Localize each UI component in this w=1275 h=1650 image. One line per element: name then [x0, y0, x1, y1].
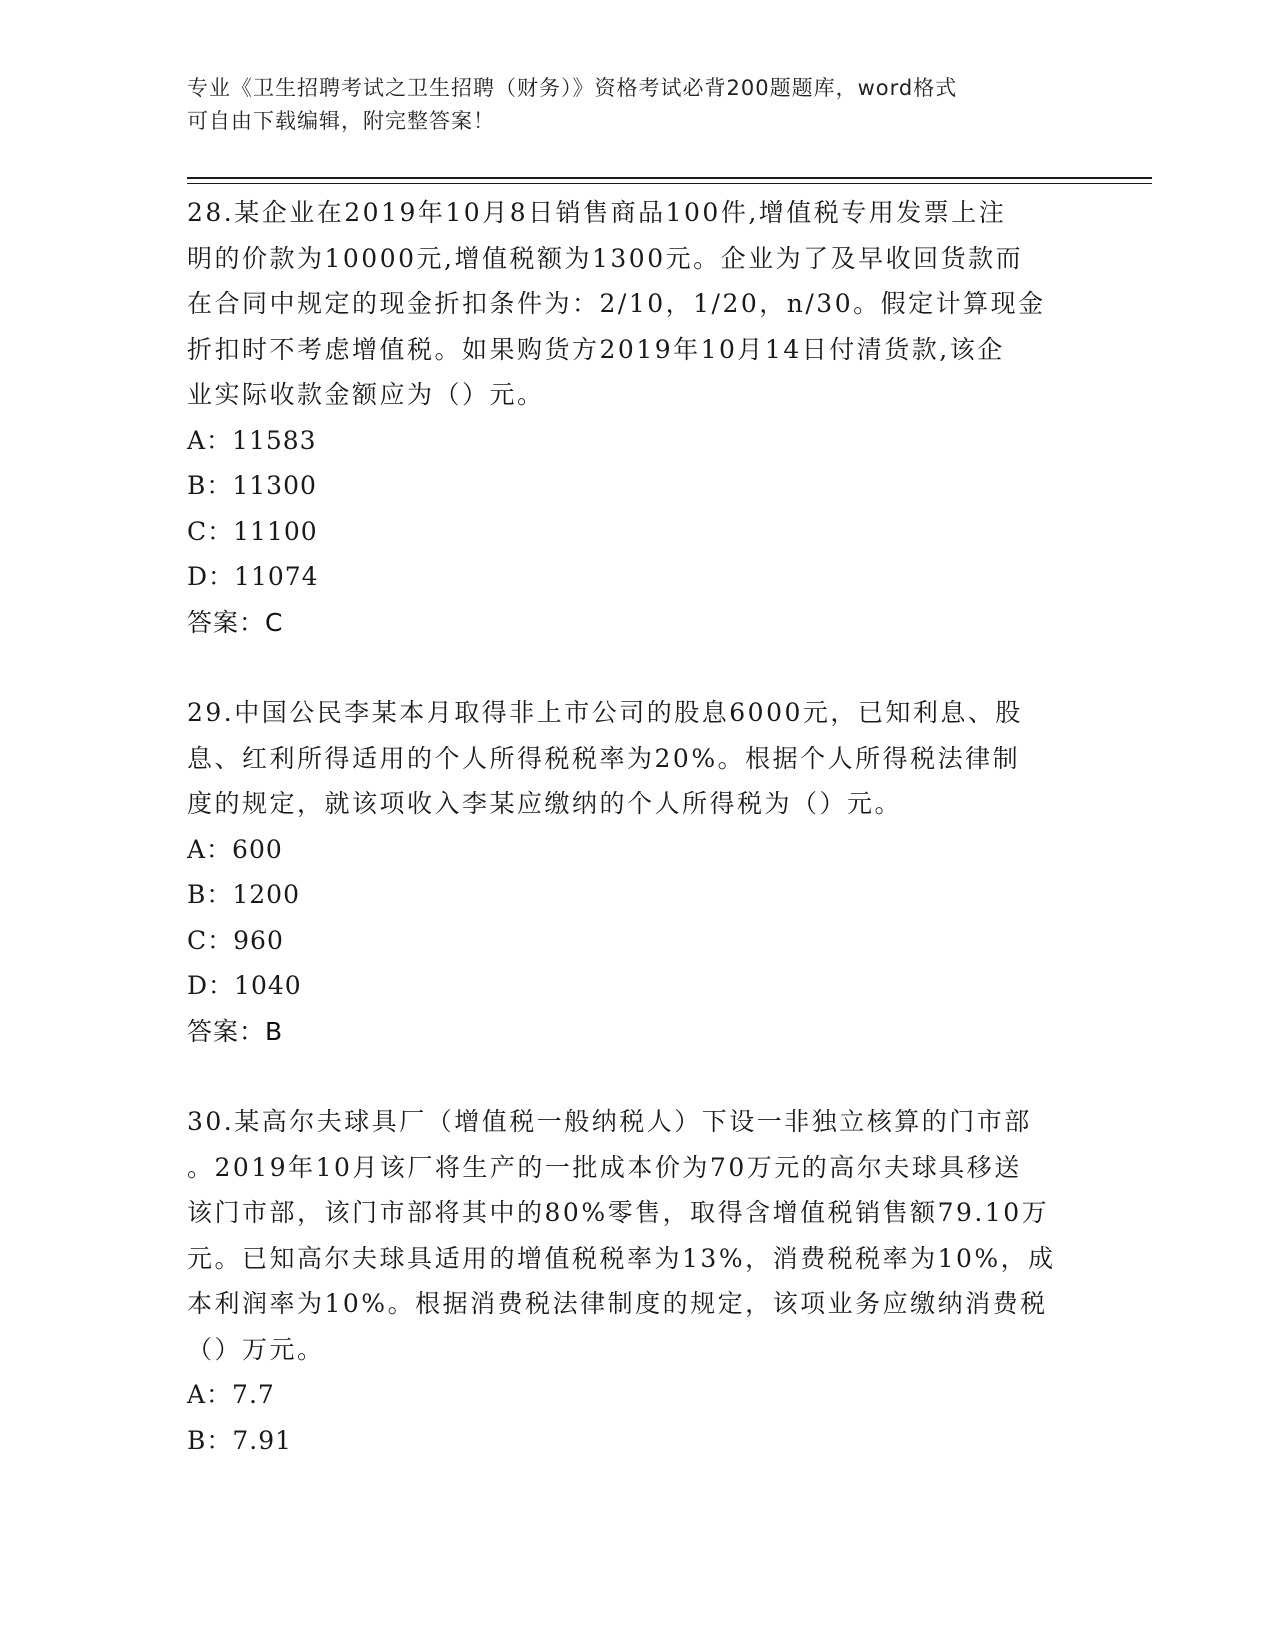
- header-divider-thin: [187, 183, 1152, 184]
- question-30-text-line: （）万元。: [187, 1334, 325, 1364]
- question-list: [187, 190, 1087, 1463]
- question-spacer: [187, 645, 1087, 690]
- question-29-option-b: B：1200: [187, 880, 300, 909]
- question-28-answer: 答案：C: [187, 607, 284, 637]
- question-28-option-c: C：11100: [187, 516, 318, 546]
- question-30: [187, 1099, 1087, 1463]
- document-header: [187, 72, 1067, 138]
- question-30-option-a: A：7.7: [187, 1380, 275, 1409]
- question-30-text-line: 本利润率为10%。根据消费税法律制度的规定，该项业务应缴纳消费税: [187, 1289, 1048, 1318]
- question-28-text-line: 折扣时不考虑增值税。如果购货方2019年10月14日付清货款,该企: [187, 334, 1005, 364]
- question-28-option-b: B：11300: [187, 471, 317, 500]
- question-28-text-line: 28.某企业在2019年10月8日销售商品100件,增值税专用发票上注: [187, 198, 1007, 227]
- question-29-option-c: C：960: [187, 925, 284, 955]
- question-29-text-line: 29.中国公民李某本月取得非上市公司的股息6000元，已知利息、股: [187, 698, 1023, 727]
- question-29-text-line: 度的规定，就该项收入李某应缴纳的个人所得税为（）元。: [187, 789, 903, 818]
- question-28-text-line: 明的价款为10000元,增值税额为1300元。企业为了及早收回货款而: [187, 243, 1024, 273]
- question-28-text-line: 业实际收款金额应为（）元。: [187, 380, 545, 409]
- question-spacer: [187, 1054, 1087, 1099]
- question-29-answer: 答案：B: [187, 1016, 284, 1046]
- question-29-text-line: 息、红利所得适用的个人所得税税率为20%。根据个人所得税法律制: [187, 743, 1021, 773]
- question-28-option-a: A：11583: [187, 425, 317, 455]
- question-30-text-line: 。2019年10月该厂将生产的一批成本价为70万元的高尔夫球具移送: [187, 1152, 1022, 1182]
- question-29: [187, 690, 1087, 1054]
- header-divider-thick: [187, 177, 1152, 179]
- question-30-text-line: 该门市部，该门市部将其中的80%零售，取得含增值税销售额79.10万: [187, 1198, 1050, 1227]
- question-28-text-line: 在合同中规定的现金折扣条件为：2/10，1/20，n/30。假定计算现金: [187, 289, 1046, 318]
- question-29-option-a: A：600: [187, 834, 283, 864]
- question-30-text-line: 元。已知高尔夫球具适用的增值税税率为13%，消费税税率为10%，成: [187, 1243, 1056, 1273]
- question-30-option-b: B：7.91: [187, 1425, 293, 1455]
- header-title-line-1: 专业《卫生招聘考试之卫生招聘（财务）》资格考试必背200题题库，word格式: [187, 76, 958, 100]
- question-30-text-line: 30.某高尔夫球具厂（增值税一般纳税人）下设一非独立核算的门市部: [187, 1107, 1032, 1136]
- question-28-option-d: D：11074: [187, 562, 319, 591]
- question-29-option-d: D：1040: [187, 971, 302, 1000]
- header-title-line-2: 可自由下载编辑，附完整答案！: [187, 109, 495, 133]
- question-28: [187, 190, 1087, 645]
